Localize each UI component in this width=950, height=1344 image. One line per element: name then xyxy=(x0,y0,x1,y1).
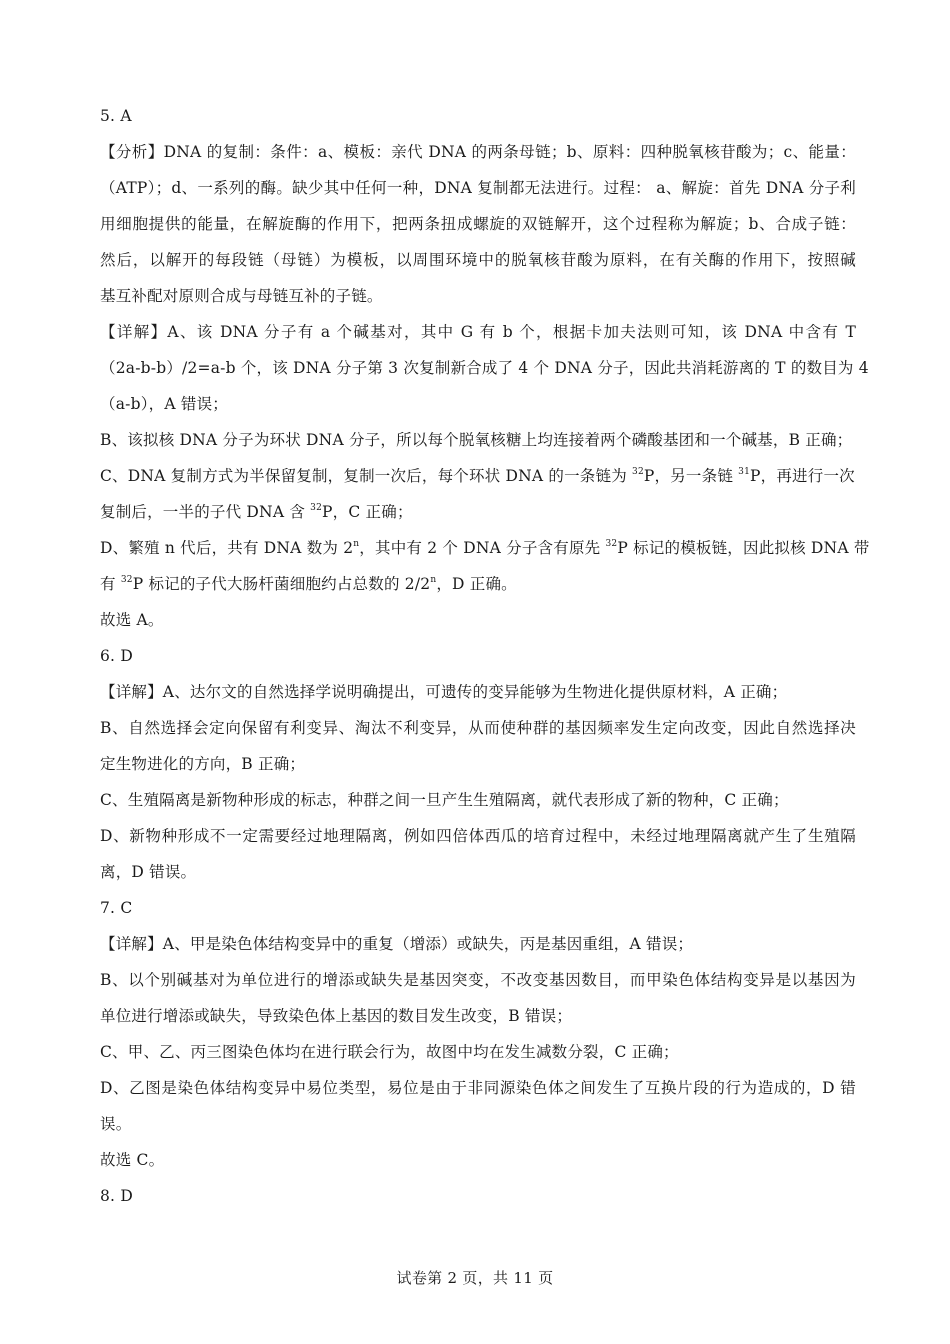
q5-analysis-line: 然后，以解开的每段链（母链）为模板，以周围环境中的脱氧核苷酸为原料，在有关酶的作用下，按照碱 xyxy=(100,251,856,269)
text-run: P 标记的模板链，因此拟核 DNA 带 xyxy=(617,539,870,557)
superscript: 32 xyxy=(605,538,618,549)
text-run: C、DNA 复制方式为半保留复制，复制一次后，每个环状 DNA 的一条链为 xyxy=(100,467,633,485)
q5-detail-c-line-1 xyxy=(100,458,856,494)
q6-answer: 6. D xyxy=(100,647,133,665)
q5-detail-b: B、该拟核 DNA 分子为环状 DNA 分子，所以每个脱氧核糖上均连接着两个磷酸基团和一个碱基，B 正确； xyxy=(100,431,853,449)
text-run: P，另一条链 xyxy=(643,467,739,485)
q5-detail-a-line: （a-b），A 错误； xyxy=(100,395,228,413)
q6-detail-line: D、新物种形成不一定需要经过地理隔离，例如四倍体西瓜的培育过程中，未经过地理隔离就产生了生殖隔 xyxy=(100,827,856,845)
superscript: n xyxy=(353,538,360,549)
q7-answer: 7. C xyxy=(100,899,133,917)
q7-detail-line: 【详解】A、甲是染色体结构变异中的重复（增添）或缺失，丙是基因重组，A 错误； xyxy=(100,935,694,953)
q7-detail-line: B、以个别碱基对为单位进行的增添或缺失是基因突变，不改变基因数目，而甲染色体结构变异是以基因为 xyxy=(100,971,856,989)
q8-answer: 8. D xyxy=(100,1187,133,1205)
q7-detail-line: D、乙图是染色体结构变异中易位类型，易位是由于非同源染色体之间发生了互换片段的行为造成的，D 错 xyxy=(100,1079,856,1097)
q5-analysis-line: 基互补配对原则合成与母链互补的子链。 xyxy=(100,287,383,305)
text-run: ，D 正确。 xyxy=(436,575,517,593)
q6-detail-line: B、自然选择会定向保留有利变异、淘汰不利变异，从而使种群的基因频率发生定向改变，因此自然选择决 xyxy=(100,719,856,737)
q5-analysis-line: （ATP）；d、一系列的酶。缺少其中任何一种，DNA 复制都无法进行。过程： a、解旋：首先 DNA 分子利 xyxy=(100,179,856,197)
q5-detail-a-line: 【详解】A、该 DNA 分子有 a 个碱基对，其中 G 有 b 个，根据卡加夫法则可知，该 DNA 中含有 T xyxy=(100,323,856,341)
superscript: 32 xyxy=(632,466,644,477)
text-run: P，C 正确； xyxy=(322,503,413,521)
superscript: 32 xyxy=(120,574,133,585)
text-run: P 标记的子代大肠杆菌细胞约占总数的 2/2 xyxy=(132,575,431,593)
q5-detail-a-line: （2a-b-b）/2=a-b 个，该 DNA 分子第 3 次复制新合成了 4 个 DNA 分子，因此共消耗游离的 T 的数目为 4 xyxy=(100,359,869,377)
text-run: 有 xyxy=(100,575,121,593)
q5-answer: 5. A xyxy=(100,107,132,125)
q6-detail-line: 离，D 错误。 xyxy=(100,863,197,881)
page-footer: 试卷第 2 页，共 11 页 xyxy=(396,1269,554,1287)
superscript: 32 xyxy=(310,502,323,513)
q7-conclusion: 故选 C。 xyxy=(100,1151,165,1169)
q5-detail-d-line-2 xyxy=(100,566,856,602)
text-run: 复制后，一半的子代 DNA 含 xyxy=(100,503,311,521)
text-run: D、繁殖 n 代后，共有 DNA 数为 2 xyxy=(100,539,354,557)
q5-detail-c-line-2 xyxy=(100,494,856,530)
q5-analysis-line: 用细胞提供的能量，在解旋酶的作用下，把两条扭成螺旋的双链解开，这个过程称为解旋；b、合成子链： xyxy=(100,215,856,233)
q5-detail-d-line-1 xyxy=(100,530,870,566)
q6-detail-line: C、生殖隔离是新物种形成的标志，种群之间一旦产生生殖隔离，就代表形成了新的物种，C 正确； xyxy=(100,791,789,809)
superscript: 31 xyxy=(738,466,751,477)
text-run: ，其中有 2 个 DNA 分子含有原先 xyxy=(359,539,606,557)
q6-detail-line: 【详解】A、达尔文的自然选择学说明确提出，可遗传的变异能够为生物进化提供原材料，A 正确； xyxy=(100,683,788,701)
superscript: n xyxy=(430,574,437,585)
q5-conclusion: 故选 A。 xyxy=(100,611,164,629)
q7-detail-line: 单位进行增添或缺失，导致染色体上基因的数目发生改变，B 错误； xyxy=(100,1007,573,1025)
q6-detail-line: 定生物进化的方向，B 正确； xyxy=(100,755,306,773)
q7-detail-line: C、甲、乙、丙三图染色体均在进行联会行为，故图中均在发生减数分裂，C 正确； xyxy=(100,1043,679,1061)
q5-analysis-line: 【分析】DNA 的复制：条件：a、模板：亲代 DNA 的两条母链；b、原料：四种脱氧核苷酸为；c、能量： xyxy=(100,143,856,161)
q7-detail-line: 误。 xyxy=(100,1115,132,1133)
text-run: P，再进行一次 xyxy=(750,467,855,485)
answer-content xyxy=(100,98,870,1214)
